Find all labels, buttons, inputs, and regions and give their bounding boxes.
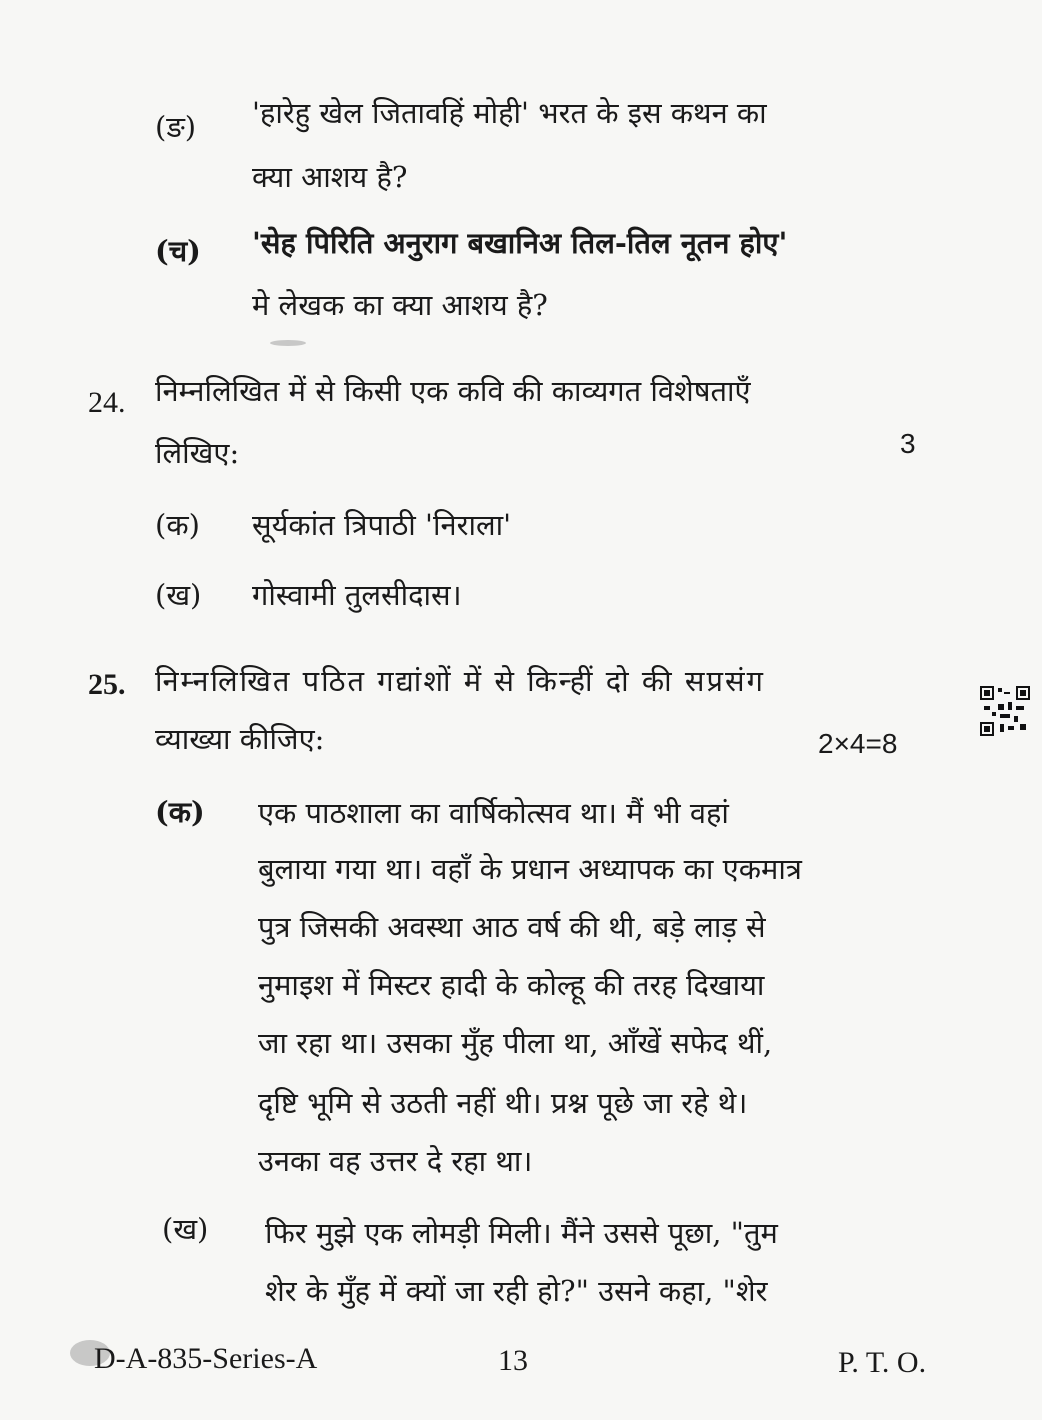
passage-a-line-6: दृष्टि भूमि से उठती नहीं थी। प्रश्न पूछे जा रहे थे। <box>258 1086 748 1120</box>
passage-b-line-2: शेर के मुँह में क्यों जा रही हो?" उसने कहा, "शेर <box>265 1274 768 1308</box>
passage-a-line-1: एक पाठशाला का वार्षिकोत्सव था। मैं भी वहां <box>258 796 729 830</box>
q23-e-line2: क्या आशय है? <box>252 160 408 194</box>
q24-option-a-text: सूर्यकांत त्रिपाठी 'निराला' <box>252 508 512 542</box>
q24-line1: निम्नलिखित में से किसी एक कवि की काव्यगत विशेषताएँ <box>155 374 751 408</box>
q25-a-label: (क) <box>155 795 205 829</box>
q25-line2: व्याख्या कीजिए: <box>155 722 325 756</box>
scan-smudge <box>270 340 306 346</box>
footer-page-number: 13 <box>498 1344 528 1377</box>
q25-line1: निम्नलिखित पठित गद्यांशों में से किन्हीं दो की सप्रसंग <box>155 664 765 698</box>
q23-f-label: (च) <box>155 234 201 268</box>
q23-f-line2: मे लेखक का क्या आशय है? <box>252 288 548 322</box>
q24-number: 24. <box>88 386 126 419</box>
passage-a-line-7: उनका वह उत्तर दे रहा था। <box>258 1144 533 1178</box>
passage-a-line-2: बुलाया गया था। वहाँ के प्रधान अध्यापक का एकमात्र <box>258 852 802 886</box>
passage-a-line-3: पुत्र जिसकी अवस्था आठ वर्ष की थी, बड़े लाड़ से <box>258 910 766 944</box>
qr-code-icon <box>980 686 1030 736</box>
q24-line2: लिखिए: <box>155 436 240 470</box>
q25-marks: 2×4=8 <box>818 728 898 759</box>
passage-b-line-1: फिर मुझे एक लोमड़ी मिली। मैंने उससे पूछा, "तुम <box>265 1216 778 1250</box>
footer-paper-code: D-A-835-Series-A <box>94 1342 318 1375</box>
q24-option-b-label: (ख) <box>155 578 202 612</box>
footer-pto: P. T. O. <box>838 1346 927 1379</box>
q23-f-line1: 'सेह पिरिति अनुराग बखानिअ तिल-तिल नूतन होए' <box>252 226 788 260</box>
passage-a-line-4: नुमाइश में मिस्टर हादी के कोल्हू की तरह दिखाया <box>258 968 765 1002</box>
q23-e-line1: 'हारेहु खेल जितावहिं मोही' भरत के इस कथन का <box>252 96 767 130</box>
q24-option-a-label: (क) <box>155 508 200 542</box>
q23-e-label: (ङ) <box>155 110 197 144</box>
q25-b-label: (ख) <box>162 1212 209 1246</box>
q24-marks: 3 <box>900 428 916 459</box>
passage-a-line-5: जा रहा था। उसका मुँह पीला था, आँखें सफेद थीं, <box>258 1026 773 1060</box>
q25-number: 25. <box>88 668 126 701</box>
q24-option-b-text: गोस्वामी तुलसीदास। <box>252 578 462 612</box>
